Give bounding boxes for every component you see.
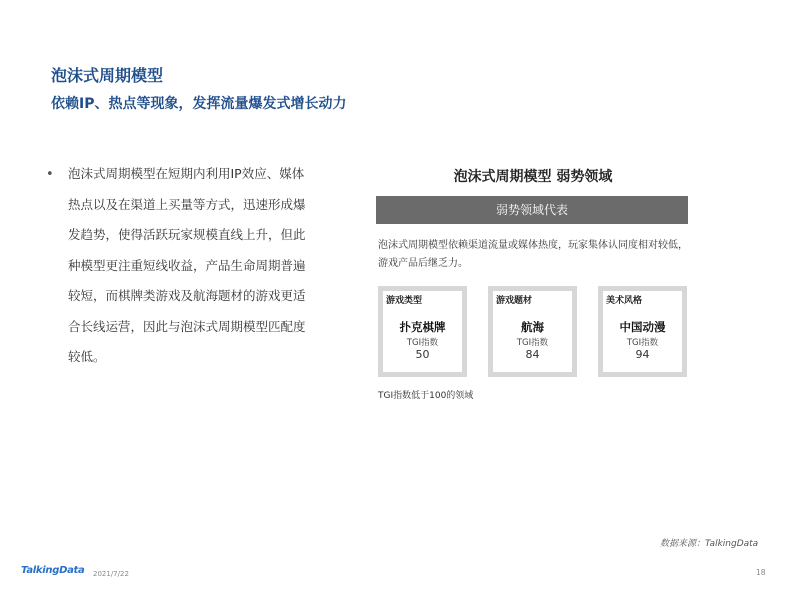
panel-description: 泡沫式周期模型依赖渠道流量或媒体热度，玩家集体认同度相对较低，游戏产品后继乏力。	[378, 240, 688, 269]
card-name: 中国动漫	[619, 320, 666, 334]
card-tgi-value: 84	[525, 348, 540, 361]
card-name: 航海	[521, 320, 544, 334]
page-number: 18	[756, 568, 766, 577]
bullet-text: 泡沫式周期模型在短期内利用IP效应、媒体热点以及在渠道上买量等方式，迅速形成爆发趋势，使得活跃玩家规模直线上升，但此种模型更注重短线收益，产品生命周期普遍较短，而棋牌类游戏及航海题材的游戏更适合长线运营，因此与泡沫式周期模型匹配度较低。	[68, 166, 306, 364]
footer-date: 2021/7/22	[93, 570, 129, 578]
card-label: 游戏类型	[386, 296, 423, 306]
panel-title: 泡沫式周期模型 弱势领域	[453, 169, 613, 185]
card-tgi-label: TGI指数	[626, 338, 659, 348]
tgi-note: TGI指数低于100的领域	[378, 391, 474, 401]
card-game-type	[378, 286, 467, 377]
card-label: 美术风格	[606, 296, 643, 306]
page-subtitle: 依赖IP、热点等现象，发挥流量爆发式增长动力	[51, 96, 347, 112]
card-game-theme	[488, 286, 577, 377]
bullet-marker: •	[46, 167, 54, 182]
card-tgi-label: TGI指数	[516, 338, 549, 348]
card-tgi-label: TGI指数	[406, 338, 439, 348]
card-tgi-value: 50	[415, 348, 430, 361]
card-label: 游戏题材	[496, 296, 533, 306]
weak-domain-bar: 弱势领域代表	[376, 196, 688, 224]
talkingdata-logo: TalkingData	[21, 565, 85, 576]
card-tgi-value: 94	[635, 348, 650, 361]
card-name: 扑克棋牌	[399, 320, 446, 334]
page-title: 泡沫式周期模型	[51, 66, 164, 85]
card-art-style	[598, 286, 687, 377]
data-source: 数据来源：TalkingData	[660, 539, 759, 549]
